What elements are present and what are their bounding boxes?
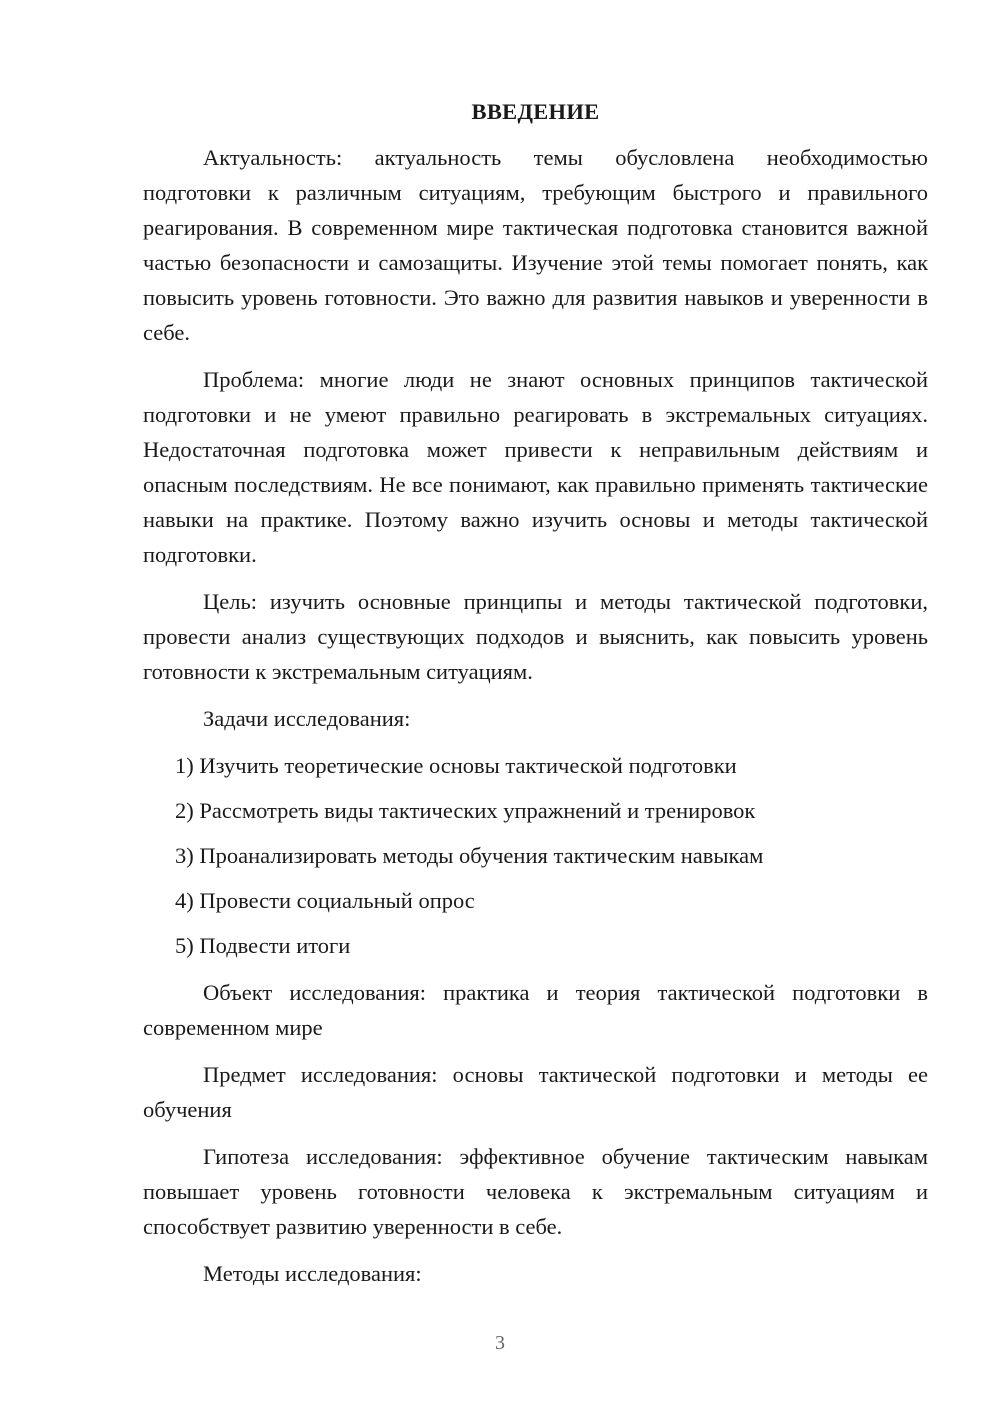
paragraph-object: Объект исследования: практика и теория тактической подготовки в современном мире — [143, 980, 928, 1040]
paragraph-goal: Цель: изучить основные принципы и методы тактической подготовки, провести анализ существующих подходов и выяснить, как повысить уровень готовности к экстремальным ситуациям. — [143, 589, 928, 684]
paragraph-hypothesis: Гипотеза исследования: эффективное обучение тактическим навыкам повышает уровень готовности человека к экстремальным ситуациям и способствует развитию уверенности в себе. — [143, 1144, 928, 1239]
paragraph-methods: Методы исследования: — [203, 1261, 422, 1286]
list-item: 1) Изучить теоретические основы тактической подготовки — [175, 753, 737, 778]
list-item: 2) Рассмотреть виды тактических упражнений и тренировок — [175, 798, 756, 823]
section-title: ВВЕДЕНИЕ — [471, 99, 600, 124]
list-item: 5) Подвести итоги — [175, 933, 351, 958]
document-page — [143, 94, 928, 1303]
tasks-list — [143, 748, 928, 963]
paragraph-problem: Проблема: многие люди не знают основных принципов тактической подготовки и не умеют правильно реагировать в экстремальных ситуациях. Недостаточная подготовка может привести к неправильным действиям и опасным последствиям. Не все понимают, как правильно применять тактические навыки на практике. Поэтому важно изучить основы и методы тактической подготовки. — [143, 367, 928, 567]
paragraph-relevance: Актуальность: актуальность темы обусловлена необходимостью подготовки к различным ситуациям, требующим быстрого и правильного реагирования. В современном мире тактическая подготовка становится важной частью безопасности и самозащиты. Изучение этой темы помогает понять, как повысить уровень готовности. Это важно для развития навыков и уверенности в себе. — [143, 145, 928, 345]
paragraph-subject: Предмет исследования: основы тактической подготовки и методы ее обучения — [143, 1062, 928, 1122]
paragraph-tasks-heading: Задачи исследования: — [203, 706, 411, 731]
page-number: 3 — [495, 1332, 505, 1354]
list-item: 4) Провести социальный опрос — [175, 888, 475, 913]
list-item: 3) Проанализировать методы обучения тактическим навыкам — [175, 843, 764, 868]
